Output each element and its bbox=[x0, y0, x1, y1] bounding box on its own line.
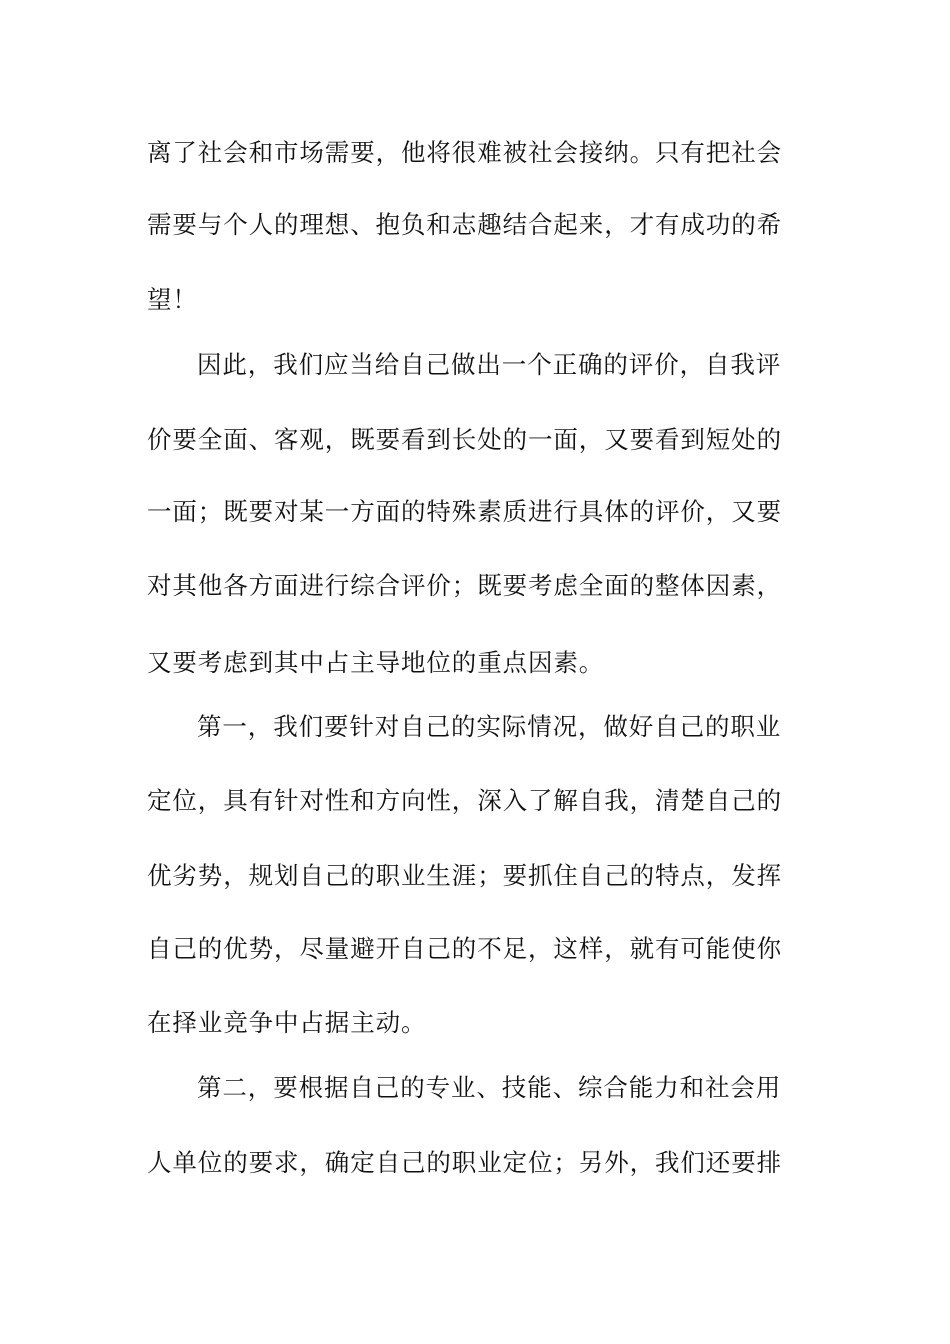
text-line: 对其他各方面进行综合评价；既要考虑全面的整体因素， bbox=[147, 571, 782, 600]
text-line: 需要与个人的理想、抱负和志趣结合起来，才有成功的希 bbox=[147, 210, 782, 239]
text-line: 一面；既要对某一方面的特殊素质进行具体的评价，又要 bbox=[147, 497, 782, 526]
text-line: 又要考虑到其中占主导地位的重点因素。 bbox=[147, 648, 605, 677]
text-line: 离了社会和市场需要，他将很难被社会接纳。只有把社会 bbox=[147, 138, 782, 167]
text-line: 定位，具有针对性和方向性，深入了解自我，清楚自己的 bbox=[147, 786, 782, 815]
text-line: 人单位的要求，确定自己的职业定位；另外，我们还要排 bbox=[147, 1148, 782, 1177]
text-line: 优劣势，规划自己的职业生涯；要抓住自己的特点，发挥 bbox=[147, 861, 782, 890]
text-line: 望！ bbox=[147, 285, 198, 314]
text-line: 自己的优势，尽量避开自己的不足，这样，就有可能使你 bbox=[147, 934, 782, 963]
text-line: 价要全面、客观，既要看到长处的一面，又要看到短处的 bbox=[147, 425, 782, 454]
text-line: 在择业竞争中占据主动。 bbox=[147, 1008, 427, 1037]
paragraph-start-line: 第一，我们要针对自己的实际情况，做好自己的职业 bbox=[197, 712, 782, 741]
paragraph-start-line: 第二，要根据自己的专业、技能、综合能力和社会用 bbox=[197, 1073, 782, 1102]
paragraph-start-line: 因此，我们应当给自己做出一个正确的评价，自我评 bbox=[197, 350, 782, 379]
